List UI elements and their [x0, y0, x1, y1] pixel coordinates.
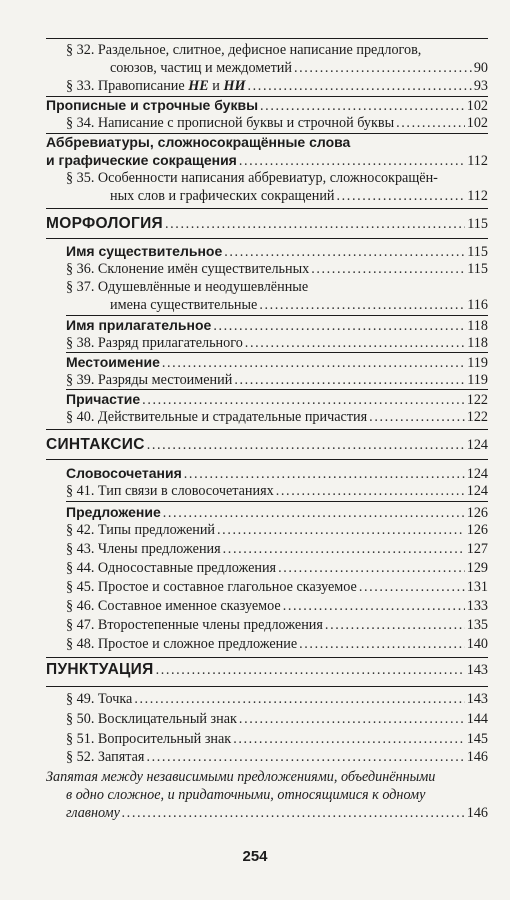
toc-entry-37: имена существительные ..... 116 — [66, 297, 488, 313]
rule — [66, 389, 488, 390]
toc-section-adjective: Имя прилагательное ..... 118 — [66, 317, 488, 334]
rule — [46, 208, 488, 209]
rule — [46, 429, 488, 430]
toc-part-punctuation: ПУНКТУАЦИЯ ..... 143 — [46, 662, 488, 678]
toc-part-syntax: СИНТАКСИС ..... 124 — [46, 437, 488, 453]
toc-entry-32-line1: § 32. Раздельное, слитное, дефисное написание предлогов, — [66, 42, 422, 58]
toc-section-abbr: и графические сокращения ..... 112 — [46, 152, 488, 169]
page-number: 254 — [242, 848, 268, 865]
toc-entry-comma-line1: Запятая между независимыми предложениями, объединёнными — [46, 769, 436, 785]
rule — [46, 238, 488, 239]
top-rule — [66, 38, 488, 39]
toc-part-morphology: МОРФОЛОГИЯ ..... 115 — [46, 216, 488, 232]
rule — [66, 352, 488, 353]
toc-entry-35: ных слов и графических сокращений ..... 112 — [66, 188, 488, 204]
rule — [46, 686, 488, 687]
toc-entry-34: § 34. Написание с прописной буквы и строчной буквы ..... 102 — [66, 115, 488, 131]
toc-entry-38: § 38. Разряд прилагательного ..... 118 — [66, 335, 488, 351]
rule — [66, 501, 488, 502]
toc-entry-45: § 45. Простое и составное глагольное сказуемое ..... 131 — [66, 579, 488, 595]
toc-entry-50: § 50. Восклицательный знак ..... 144 — [66, 711, 488, 727]
toc-entry-47: § 47. Второстепенные члены предложения ..... 135 — [66, 617, 488, 633]
toc-entry-35-line1: § 35. Особенности написания аббревиатур, сложносокращён- — [66, 170, 438, 186]
toc-entry-43: § 43. Члены предложения ..... 127 — [66, 541, 488, 557]
toc-entry-32: союзов, частиц и междометий ..... 90 — [66, 60, 488, 76]
toc-section-abbr-line1: Аббревиатуры, сложносокращённые слова — [46, 134, 351, 150]
toc-section-noun: Имя существительное ..... 115 — [66, 243, 488, 260]
toc-entry-comma-line2: в одно сложное, и придаточными, относящимися к одному — [66, 787, 426, 803]
rule — [66, 315, 488, 316]
toc-entry-51: § 51. Вопросительный знак ..... 145 — [66, 731, 488, 747]
toc-entry-41: § 41. Тип связи в словосочетаниях ..... 124 — [66, 483, 488, 499]
toc-entry-36: § 36. Склонение имён существительных ..... 115 — [66, 261, 488, 277]
toc-entry-48: § 48. Простое и сложное предложение ..... 140 — [66, 636, 488, 652]
toc-entry-42: § 42. Типы предложений ..... 126 — [66, 522, 488, 538]
toc-section-capitals: Прописные и строчные буквы ..... 102 — [46, 97, 488, 114]
rule — [46, 459, 488, 460]
toc-entry-49: § 49. Точка ..... 143 — [66, 691, 488, 707]
toc-section-sentence: Предложение ..... 126 — [66, 504, 488, 521]
toc-entry-39: § 39. Разряды местоимений ..... 119 — [66, 372, 488, 388]
toc-section-participle: Причастие ..... 122 — [66, 391, 488, 408]
toc-entry-46: § 46. Составное именное сказуемое ..... 133 — [66, 598, 488, 614]
toc-entry-comma: главному ..... 146 — [66, 805, 488, 821]
toc-entry-33: § 33. Правописание НЕ и НИ ..... 93 — [66, 78, 488, 94]
toc-entry-52: § 52. Запятая ..... 146 — [66, 749, 488, 765]
toc-entry-40: § 40. Действительные и страдательные причастия ..... 122 — [66, 409, 488, 425]
rule — [46, 657, 488, 658]
toc-section-phrases: Словосочетания ..... 124 — [66, 465, 488, 482]
top-rule-left — [46, 38, 66, 39]
toc-entry-44: § 44. Односоставные предложения ..... 129 — [66, 560, 488, 576]
toc-entry-37-line1: § 37. Одушевлённые и неодушевлённые — [66, 279, 309, 295]
toc-section-pronoun: Местоимение ..... 119 — [66, 354, 488, 371]
